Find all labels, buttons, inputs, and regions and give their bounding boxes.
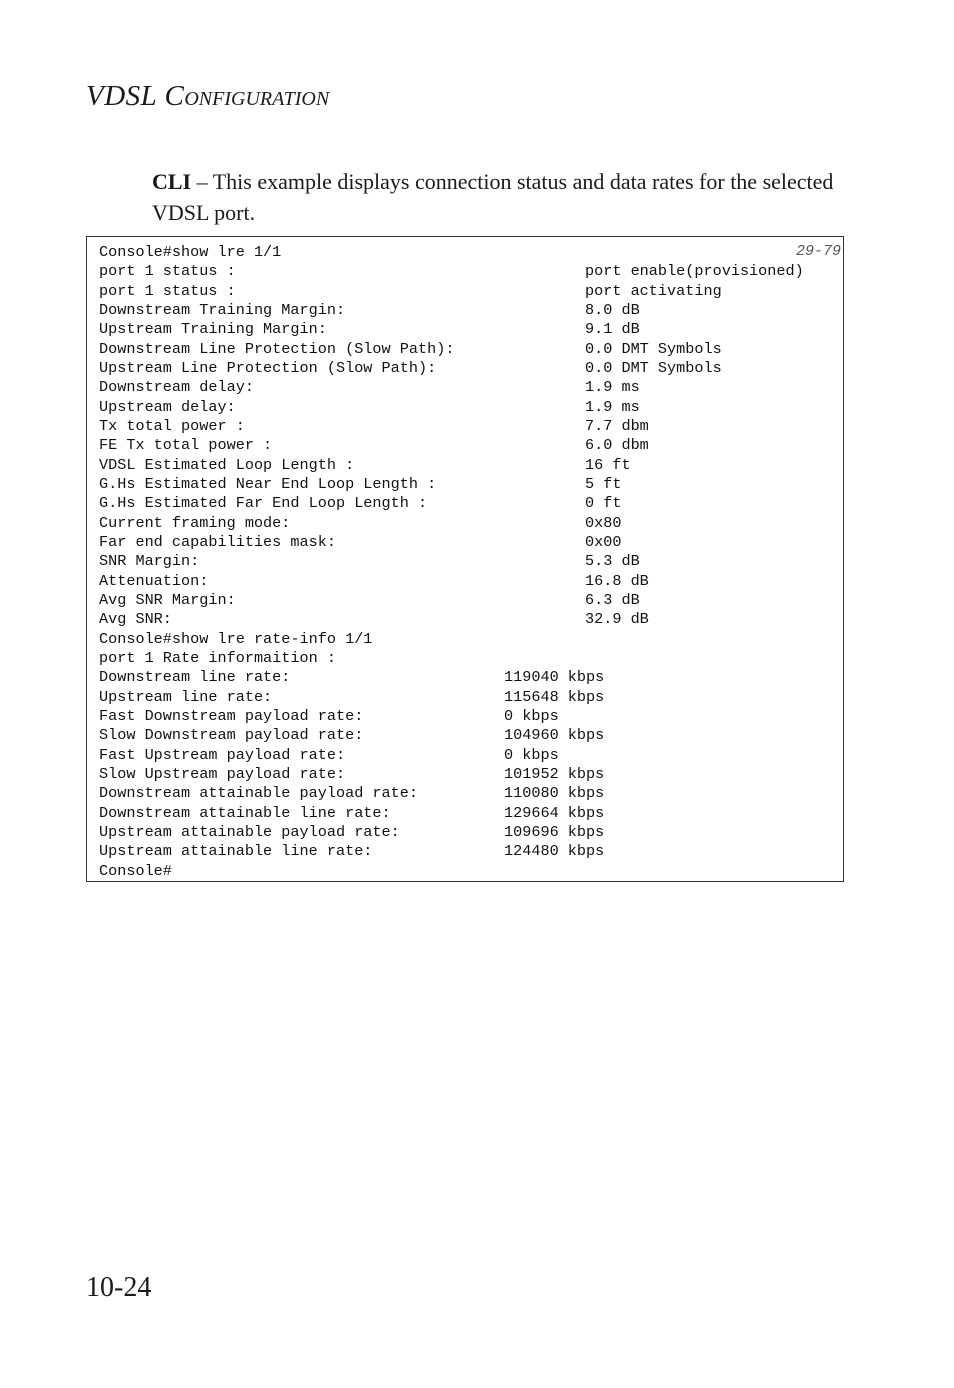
console-line-value: 109696 kbps [504,822,605,841]
console-line-label: Downstream line rate: [99,668,291,687]
console-line [99,668,605,687]
console-line-value: 110080 kbps [504,784,605,803]
command-reference: 29-79 [795,243,841,260]
console-line [99,378,640,397]
console-line [99,630,454,649]
console-line [99,784,605,803]
console-line [99,455,631,475]
console-lines [99,243,804,881]
console-line-value: 1.9 ms [585,378,640,397]
console-output-box [86,236,844,882]
running-header-main: VDSL C [86,80,185,112]
console-line-label: port 1 Rate informaition : [99,648,336,667]
console-line [99,436,649,455]
console-line-label: Tx total power : [99,416,245,435]
console-line-label: Upstream attainable payload rate: [99,822,400,841]
console-line-value: port enable(provisioned) [585,262,804,281]
console-line [99,320,640,339]
console-line-label: Upstream Line Protection (Slow Path): [99,358,437,377]
console-line-value: 6.3 dB [585,590,640,609]
console-line-label: port 1 status : [99,262,236,281]
console-line [99,764,605,784]
console-line-label: Attenuation: [99,571,209,590]
console-line-value: 104960 kbps [504,726,605,745]
console-line-value: 16 ft [585,455,631,474]
console-line [99,339,722,359]
console-line [99,281,722,301]
console-line [99,262,804,281]
console-line [99,822,605,842]
console-line [99,532,622,552]
intro-text: – This example displays connection status and data rates for the selected VDSL port. [152,169,834,225]
console-line-value: 0x00 [585,532,622,551]
running-header-smallcaps: ONFIGURATION [184,88,330,110]
page-number: 10-24 [86,1272,152,1303]
console-line-value: 8.0 dB [585,300,640,319]
console-line [99,842,605,861]
console-line-label: Upstream attainable line rate: [99,842,373,861]
console-line-value: 6.0 dbm [585,436,649,455]
console-line-value: 32.9 dB [585,610,649,629]
console-line-label: Downstream Line Protection (Slow Path): [99,339,455,358]
console-line-label: Upstream line rate: [99,687,273,706]
console-line [99,300,640,320]
console-line-label: FE Tx total power : [99,436,273,455]
console-line-label: Slow Upstream payload rate: [99,764,346,783]
console-line-value: 9.1 dB [585,320,640,339]
console-line-value: 5.3 dB [585,552,640,571]
intro-lead: CLI [152,169,192,194]
console-line-value: 129664 kbps [504,803,605,822]
console-line-label: Upstream delay: [99,397,236,416]
console-line-label: Fast Upstream payload rate: [99,745,346,764]
console-line-label: Downstream attainable line rate: [99,803,391,822]
console-line [99,571,649,591]
console-line [99,397,640,417]
console-line-value: 0 kbps [504,745,559,764]
console-line-value: port activating [585,281,722,300]
console-line [99,803,605,823]
console-line [99,687,605,707]
console-line-value: 0.0 DMT Symbols [585,339,722,358]
console-line-label: Downstream attainable payload rate: [99,784,418,803]
console-line-value: 5 ft [585,474,622,493]
console-line [99,494,622,513]
console-line [99,745,559,765]
console-line-label: Console#show lre rate-info 1/1 [99,629,373,648]
console-line-label: Avg SNR: [99,610,172,629]
console-line-label: SNR Margin: [99,552,200,571]
console-line [99,649,454,668]
console-line-value: 101952 kbps [504,764,605,783]
console-line-value: 1.9 ms [585,397,640,416]
console-line-value: 0 kbps [504,706,559,725]
console-line [99,590,640,610]
console-line [99,862,454,881]
console-line [99,513,622,533]
console-line-value: 0.0 DMT Symbols [585,358,722,377]
console-line-label: port 1 status : [99,281,236,300]
console-line [99,358,722,378]
console-line-label: Fast Downstream payload rate: [99,706,364,725]
console-line [99,552,640,571]
console-line-label: Current framing mode: [99,513,291,532]
console-line [99,243,454,262]
console-line [99,416,649,436]
console-line [99,474,622,494]
console-line-value: 0x80 [585,513,622,532]
console-line-label: Console#show lre 1/1 [99,243,282,261]
console-line-value: 115648 kbps [504,687,605,706]
console-line [99,726,605,745]
console-line-label: Slow Downstream payload rate: [99,726,364,745]
console-line-label: Upstream Training Margin: [99,320,327,339]
console-line-value: 124480 kbps [504,842,605,861]
console-line-label: G.Hs Estimated Far End Loop Length : [99,494,428,513]
console-line-value: 16.8 dB [585,571,649,590]
console-line-value: 119040 kbps [504,668,605,687]
console-line-value: 7.7 dbm [585,416,649,435]
console-line-label: Downstream Training Margin: [99,300,346,319]
console-line-label: Avg SNR Margin: [99,590,236,609]
console-line-label: VDSL Estimated Loop Length : [99,455,355,474]
running-header [86,80,329,113]
console-line-label: Console# [99,861,172,880]
console-line-label: Downstream delay: [99,378,254,397]
console-line-value: 0 ft [585,494,622,513]
intro-paragraph [152,166,842,228]
console-line [99,706,559,726]
console-line [99,610,649,629]
console-line-label: G.Hs Estimated Near End Loop Length : [99,474,437,493]
console-line-label: Far end capabilities mask: [99,532,336,551]
